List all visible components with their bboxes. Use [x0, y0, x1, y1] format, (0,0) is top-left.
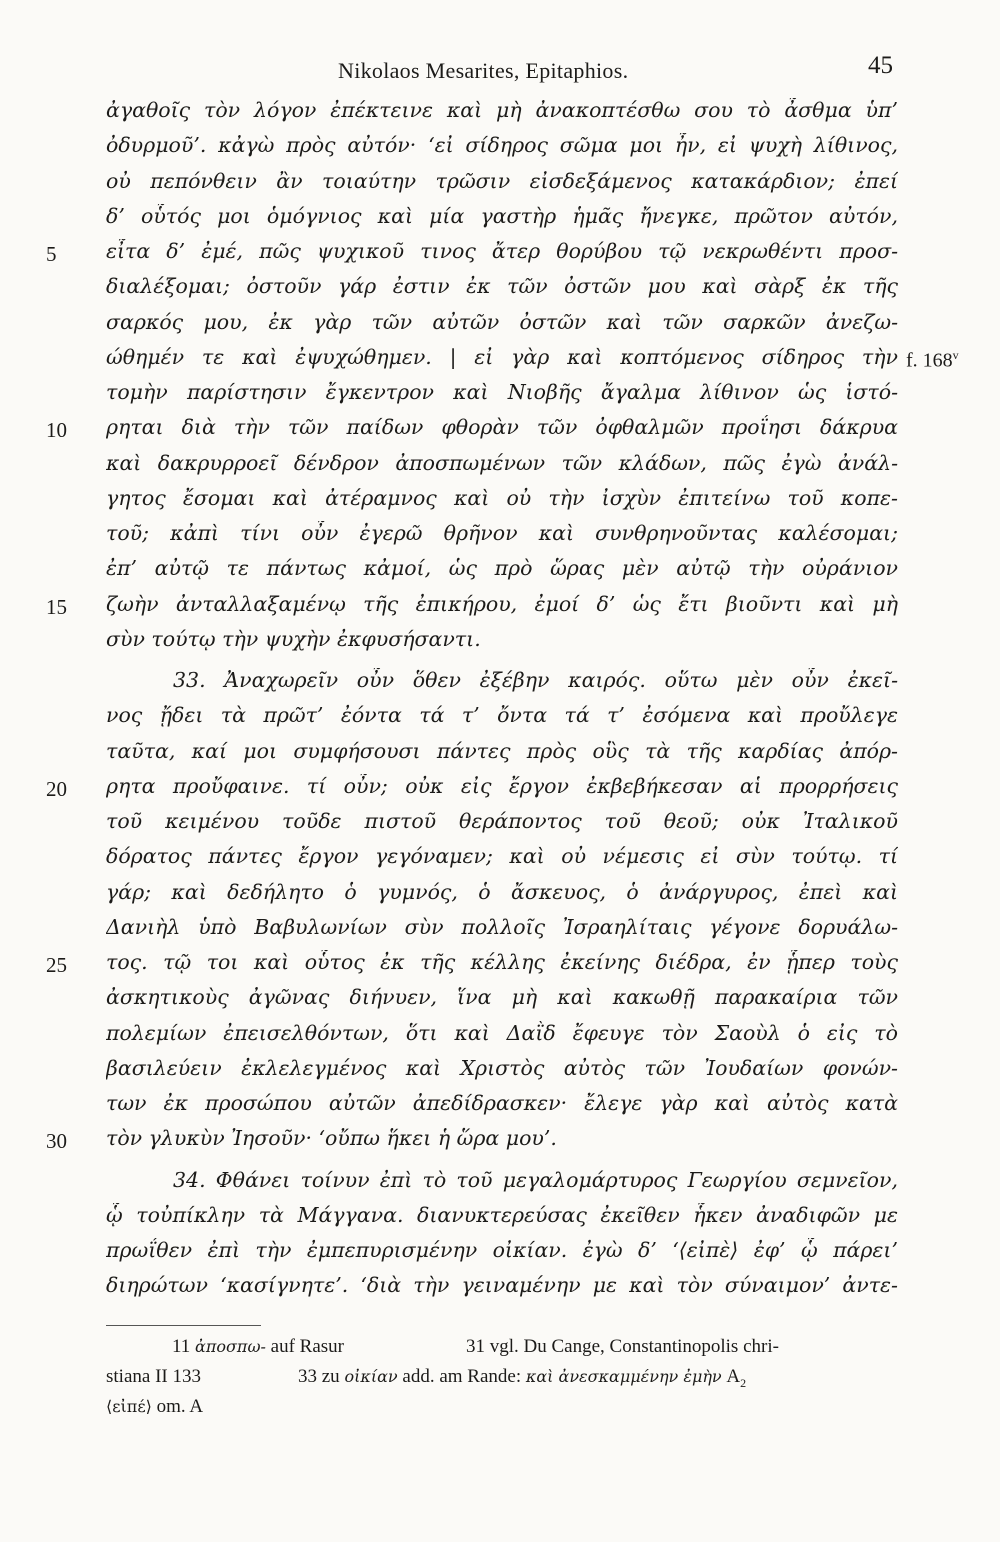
text-line — [0, 521, 1000, 557]
text-line — [0, 204, 1000, 240]
text-line — [0, 1273, 1000, 1309]
line-text: νος ᾔδει τὰ πρῶτ’ ἐόντα τά τ’ ὄντα τά τ’ ἐσόμενα καὶ προὔλεγε — [106, 703, 898, 728]
line-text: ταῦτα, καί μοι συμφήσουσι πάντες πρὸς οὓς τὰ τῆς καρδίας ἀπόρ- — [106, 738, 898, 763]
line-text: σὺν τούτῳ τὴν ψυχὴν ἐκφυσήσαντι. — [106, 626, 481, 651]
apparatus-lemma: ⟨εἰπέ⟩ — [106, 1397, 152, 1416]
page-header — [0, 52, 1000, 88]
line-text: ώθημέν τε καὶ ἐψυχώθημεν. | εἰ γὰρ καὶ κοπτόμενος σίδηρος τὴν — [106, 344, 898, 369]
line-text: 34. Φθάνει τοίνυν ἐπὶ τὸ τοῦ μεγαλομάρτυρος Γεωργίου σεμνεῖον, — [173, 1167, 898, 1192]
text-line — [0, 451, 1000, 487]
text-line — [0, 809, 1000, 845]
line-text: ρητα προὔφαινε. τί οὖν; οὐκ εἰς ἔργον ἐκβεβήκεσαν αἱ προρρήσεις — [106, 773, 898, 798]
text-line — [0, 486, 1000, 522]
text-line — [0, 415, 1000, 451]
line-number: 25 — [46, 953, 67, 977]
line-text: τοῦ κειμένου τοῦδε πιστοῦ θεράποντος τοῦ θεοῦ; οὐκ Ἰταλικοῦ — [106, 809, 898, 833]
text-line — [0, 1126, 1000, 1162]
line-text: καὶ δακρυρροεῖ δένδρον ἀποσπωμένων τῶν κλάδων, πῶς ἐγὼ ἀνάλ- — [106, 450, 898, 475]
text-line — [0, 274, 1000, 310]
apparatus-note — [298, 1366, 746, 1396]
line-text: τομὴν παρίστησιν ἔγκεντρον καὶ Νιοβῆς ἄγαλμα λίθινον ὡς ἱστό- — [106, 380, 898, 404]
apparatus-lemma: οἰκίαν — [344, 1367, 398, 1386]
line-text: γητος ἔσομαι καὶ ἀτέραμνος καὶ οὐ τὴν ἰσχὺν ἐπιτείνω τοῦ κοπε- — [106, 485, 898, 510]
folio-side: v — [952, 347, 959, 362]
line-text: διηρώτων ‘κασίγνητε’. ‘διὰ τὴν γειναμένην με καὶ τὸν σύναιμον’ ἀντε- — [106, 1273, 898, 1298]
apparatus-note-text: om. A — [156, 1396, 204, 1417]
line-text: βασιλεύειν ἐκλελεγμένος καὶ Χριστὸς αὐτὸς τῶν Ἰουδαίων φονών- — [106, 1055, 898, 1080]
line-text: ἀσκητικοὺς ἀγῶνας διήνυεν, ἵνα μὴ καὶ κακωθῇ παρακαίρια τῶν — [106, 985, 898, 1010]
apparatus-lemma: ἀποσπω- — [195, 1337, 266, 1356]
line-text: ἀγαθοῖς τὸν λόγον ἐπέκτεινε καὶ μὴ ἀνακοπτέσθω σου τὸ ἆσθμα ὑπ’ — [106, 98, 898, 122]
apparatus-note: 31 vgl. Du Cange, Constantinopolis chri- — [466, 1336, 779, 1357]
line-number: 15 — [46, 594, 67, 619]
manuscript-siglum: A — [726, 1366, 741, 1387]
folio-marker — [906, 348, 959, 373]
line-text: πολεμίων ἐπεισελθόντων, ὅτι καὶ Δαῒδ ἔφευγε τὸν Σαοὺλ ὁ εἰς τὸ — [106, 1020, 898, 1045]
text-line — [0, 950, 1000, 986]
line-text: γάρ; καὶ δεδήλητο ὁ γυμνός, ὁ ἄσκευος, ὁ ἀνάργυρος, ἐπεὶ καὶ — [106, 879, 898, 904]
line-text: διαλέξομαι; ὀστοῦν γάρ ἐστιν ἐκ τῶν ὀστῶν μου καὶ σὰρξ ἐκ τῆς — [106, 274, 898, 299]
page-number: 45 — [868, 52, 893, 79]
line-text: ἐπ’ αὐτῷ τε πάντως κἀμοί, ὡς πρὸ ὥρας μὲν αὐτῷ τὴν οὐράνιον — [106, 556, 898, 581]
text-line — [0, 239, 1000, 275]
text-line — [0, 668, 1000, 704]
text-line — [0, 556, 1000, 592]
text-line — [0, 133, 1000, 169]
text-line — [0, 627, 1000, 663]
text-line — [0, 985, 1000, 1021]
apparatus-note: stiana II 133 — [106, 1366, 201, 1387]
line-number: 5 — [46, 242, 57, 266]
line-text: δόρατος πάντες ἔργον γεγόναμεν; καὶ οὐ νέμεσις εἰ σὺν τούτῳ. τί — [106, 844, 898, 869]
line-text: τοῦ; κἀπὶ τίνι οὖν ἐγερῶ θρῆνον καὶ συνθρηνοῦντας καλέσομαι; — [106, 521, 898, 545]
line-text: ᾧ τοὐπίκλην τὰ Μάγγανα. διανυκτερεύσας ἐκεῖθεν ἧκεν ἀναδιφῶν με — [106, 1202, 898, 1227]
running-title: Nikolaos Mesarites, Epitaphios. — [338, 58, 629, 83]
line-text: 33. Ἀναχωρεῖν οὖν ὅθεν ἐξέβην καιρός. οὕτω μὲν οὖν ἐκεῖ- — [173, 668, 898, 692]
apparatus-note-text: add. am Rande: — [402, 1366, 522, 1387]
line-number: 10 — [46, 418, 67, 443]
line-text: σαρκός μου, ἐκ γὰρ τῶν αὐτῶν ὀστῶν καὶ τῶν σαρκῶν ἀνεζω- — [106, 309, 898, 334]
text-line — [0, 1203, 1000, 1239]
line-text: τος. τῷ τοι καὶ οὗτος ἐκ τῆς κέλλης ἐκείνης διέδρα, ἐν ᾗπερ τοὺς — [106, 950, 898, 974]
text-line — [0, 1091, 1000, 1127]
text-line — [0, 169, 1000, 205]
text-line — [0, 98, 1000, 134]
apparatus-note — [106, 1396, 203, 1426]
text-line — [0, 1168, 1000, 1204]
apparatus-reading: καὶ ἀνεσκαμμένην ἐμὴν — [525, 1367, 722, 1386]
text-line — [0, 915, 1000, 951]
text-line — [0, 1056, 1000, 1092]
text-line — [0, 1238, 1000, 1274]
text-line — [0, 1021, 1000, 1057]
text-line — [0, 703, 1000, 739]
text-line — [0, 880, 1000, 916]
text-line — [0, 310, 1000, 346]
text-line — [0, 345, 1000, 381]
line-text: ζωὴν ἀνταλλαξαμένῳ τῆς ἐπικήρου, ἐμοί δ’ ὡς ἔτι βιοῦντι καὶ μὴ — [106, 591, 898, 616]
line-text: τὸν γλυκὺν Ἰησοῦν· ‘οὔπω ἥκει ἡ ὥρα μου’. — [106, 1126, 557, 1151]
folio-label: f. 168 — [906, 349, 953, 372]
footnote-divider — [106, 1325, 261, 1326]
line-text: πρωΐθεν ἐπὶ τὴν ἐμπεπυρισμένην οἰκίαν. ἐγὼ δ’ ‘⟨εἰπὲ⟩ ἐφ’ ᾧ πάρει’ — [106, 1238, 898, 1262]
line-text: εἶτα δ’ ἐμέ, πῶς ψυχικοῦ τινος ἄτερ θορύβου τῷ νεκρωθέντι προσ- — [106, 239, 898, 263]
text-line — [0, 380, 1000, 416]
text-line — [0, 592, 1000, 628]
line-text: των ἐκ προσώπου αὐτῶν ἀπεδίδρασκεν· ἔλεγε γὰρ καὶ αὐτὸς κατὰ — [106, 1091, 898, 1115]
text-line — [0, 739, 1000, 775]
text-line — [0, 774, 1000, 810]
line-text: ὀδυρμοῦ’. κἀγὼ πρὸς αὐτόν· ‘εἰ σίδηρος σῶμα μοι ἦν, εἰ ψυχὴ λίθινος, — [106, 133, 898, 158]
apparatus-line-ref: 33 zu — [298, 1366, 340, 1387]
apparatus-note-text: auf Rasur — [270, 1336, 344, 1357]
line-text: Δανιὴλ ὑπὸ Βαβυλωνίων σὺν πολλοῖς Ἰσραηλίταις γέγονε δορυάλω- — [106, 914, 898, 939]
line-text: ρηται διὰ τὴν τῶν παίδων φθορὰν τῶν ὀφθαλμῶν προΐησι δάκρυα — [106, 415, 898, 440]
text-line — [0, 844, 1000, 880]
line-text: δ’ οὗτός μοι ὁμόγνιος καὶ μία γαστὴρ ἡμᾶς ἤνεγκε, πρῶτον αὐτόν, — [106, 203, 898, 228]
apparatus-line-ref: 11 — [172, 1336, 191, 1357]
manuscript-siglum-index: 2 — [740, 1375, 747, 1390]
line-number: 30 — [46, 1129, 67, 1154]
line-text: οὐ πεπόνθειν ἂν τοιαύτην τρῶσιν εἰσδεξάμενος κατακάρδιον; ἐπεί — [106, 168, 898, 193]
apparatus-note — [172, 1336, 344, 1366]
line-number: 20 — [46, 776, 67, 801]
